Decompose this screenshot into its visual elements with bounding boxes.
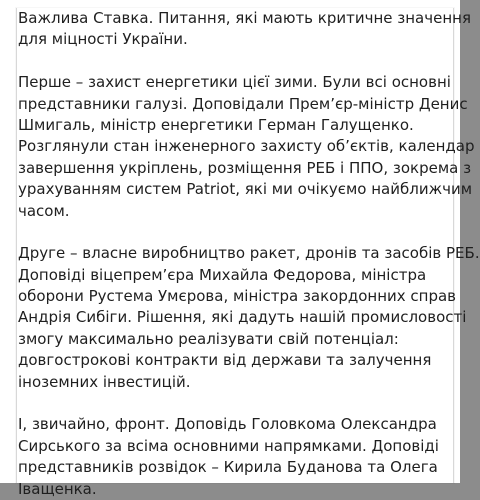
message-line: для міцності України. xyxy=(18,30,188,49)
paragraph-gap xyxy=(18,222,445,243)
message-line: представників розвідок – Кирила Буданова та Олега xyxy=(18,458,438,477)
message-line: представники галузі. Доповідали Прем’єр-міністр Денис xyxy=(18,94,468,113)
message-card xyxy=(16,8,480,498)
paragraph-gap xyxy=(18,393,445,414)
message-line: довгострокові контракти від держави та залучення xyxy=(18,351,432,370)
message-line: змогу максимально реалізувати свій потенціал: xyxy=(18,329,399,348)
message-line: урахуванням систем Patriot, які ми очікуємо найближчим xyxy=(18,180,473,199)
message-line: завершення укріплень, розміщення РЕБ і ППО, зокрема з xyxy=(18,158,472,177)
message-line: Важлива Ставка. Питання, які мають критичне значення xyxy=(18,9,471,27)
message-text xyxy=(17,8,480,500)
message-line: часом. xyxy=(18,201,70,220)
message-line: Друге – власне виробництво ракет, дронів та засобів РЕБ. xyxy=(18,244,480,263)
message-paragraph-1 xyxy=(18,8,471,51)
message-line: іноземних інвестицій. xyxy=(18,372,191,391)
message-paragraph-2 xyxy=(18,72,475,222)
message-paragraph-3 xyxy=(18,243,480,393)
message-line: Сирського за всіма основними напрямками. Доповіді xyxy=(18,436,439,455)
paragraph-gap xyxy=(18,51,445,72)
message-paragraph-4 xyxy=(18,414,445,500)
message-line: Іващенка. xyxy=(18,479,97,498)
message-line: Перше – захист енергетики цієї зими. Були всі основні xyxy=(18,73,451,92)
message-line: оборони Рустема Умєрова, міністра закордонних справ xyxy=(18,287,457,306)
message-line: Шмигаль, міністр енергетики Герман Галущенко. xyxy=(18,115,414,134)
message-line: Доповіді віцепрем’єра Михайла Федорова, міністра xyxy=(18,265,427,284)
message-line: Розглянули стан інженерного захисту об’єктів, календар xyxy=(18,137,475,156)
message-line: Андрія Сибіги. Рішення, які дадуть нашій промисловості xyxy=(18,308,467,327)
message-line: І, звичайно, фронт. Доповідь Головкома Олександра xyxy=(18,415,437,434)
